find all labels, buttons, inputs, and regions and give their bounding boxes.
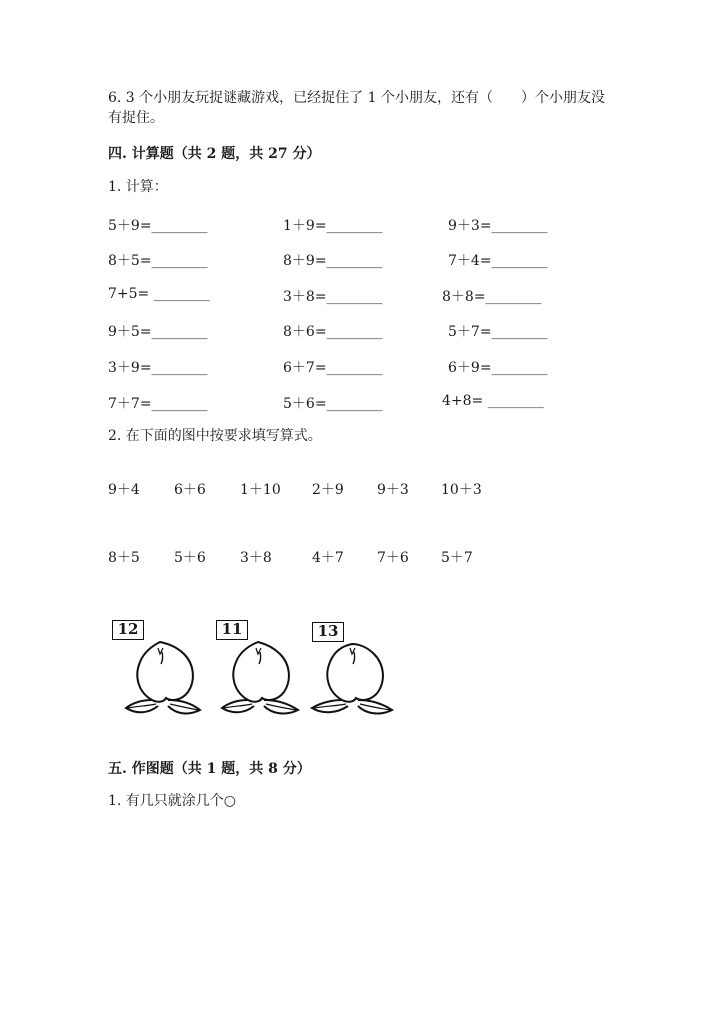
peach-3-number: 13: [312, 622, 344, 642]
section-4-q2-label: 2. 在下面的图中按要求填写算式。: [108, 428, 322, 444]
calc-r5-c3: 6＋9=________: [448, 360, 548, 376]
peach-2: [216, 620, 312, 720]
expr-r2-5: 7＋6: [377, 550, 409, 566]
peach-icon: [310, 634, 396, 718]
calc-r4-c3: 5＋7=________: [448, 324, 548, 340]
calc-r6-c3: 4+8= ________: [442, 393, 544, 409]
question-6-line1: 6. 3 个小朋友玩捉谜藏游戏，已经捉住了 1 个小朋友，还有（ ）个小朋友没: [108, 90, 605, 106]
expr-r2-2: 5＋6: [174, 550, 206, 566]
calc-r3-c1: 7+5= ________: [108, 286, 210, 302]
calc-r1-c3: 9＋3=________: [448, 218, 548, 234]
calc-r4-c2: 8＋6=________: [283, 324, 383, 340]
peach-2-number: 11: [216, 620, 248, 640]
question-6-line2: 有捉住。: [108, 110, 164, 126]
expr-r1-1: 9＋4: [108, 482, 140, 498]
expr-r2-6: 5＋7: [441, 550, 473, 566]
calc-r6-c2: 5＋6=________: [283, 396, 383, 412]
expr-r1-3: 1＋10: [240, 482, 281, 498]
calc-r2-c1: 8＋5=________: [108, 253, 208, 269]
calc-r3-c2: 3＋8=________: [283, 289, 383, 305]
section-4-q1-label: 1. 计算：: [108, 179, 168, 195]
section-4-title: 四. 计算题（共 2 题，共 27 分）: [108, 146, 321, 162]
calc-r5-c1: 3＋9=________: [108, 360, 208, 376]
expr-r2-1: 8＋5: [108, 550, 140, 566]
calc-r1-c2: 1＋9=________: [283, 218, 383, 234]
calc-r2-c3: 7＋4=________: [448, 253, 548, 269]
calc-r1-c1: 5＋9=________: [108, 218, 208, 234]
section-5-title: 五. 作图题（共 1 题，共 8 分）: [108, 761, 311, 777]
calc-r5-c2: 6＋7=________: [283, 360, 383, 376]
peach-icon: [218, 634, 304, 718]
section-5-q1-label: 1. 有几只就涂几个○: [108, 793, 237, 809]
peach-1-number: 12: [112, 620, 144, 640]
peach-icon: [122, 634, 208, 718]
expr-r1-5: 9＋3: [377, 482, 409, 498]
peach-1: [112, 620, 208, 720]
expr-r2-3: 3＋8: [240, 550, 272, 566]
expr-r1-2: 6＋6: [174, 482, 206, 498]
calc-r3-c3: 8＋8=________: [442, 289, 542, 305]
expr-r1-4: 2＋9: [312, 482, 344, 498]
peach-3: [310, 620, 406, 720]
expr-r2-4: 4＋7: [312, 550, 344, 566]
expr-r1-6: 10＋3: [441, 482, 482, 498]
calc-r6-c1: 7＋7=________: [108, 396, 208, 412]
calc-r2-c2: 8＋9=________: [283, 253, 383, 269]
calc-r4-c1: 9＋5=________: [108, 324, 208, 340]
